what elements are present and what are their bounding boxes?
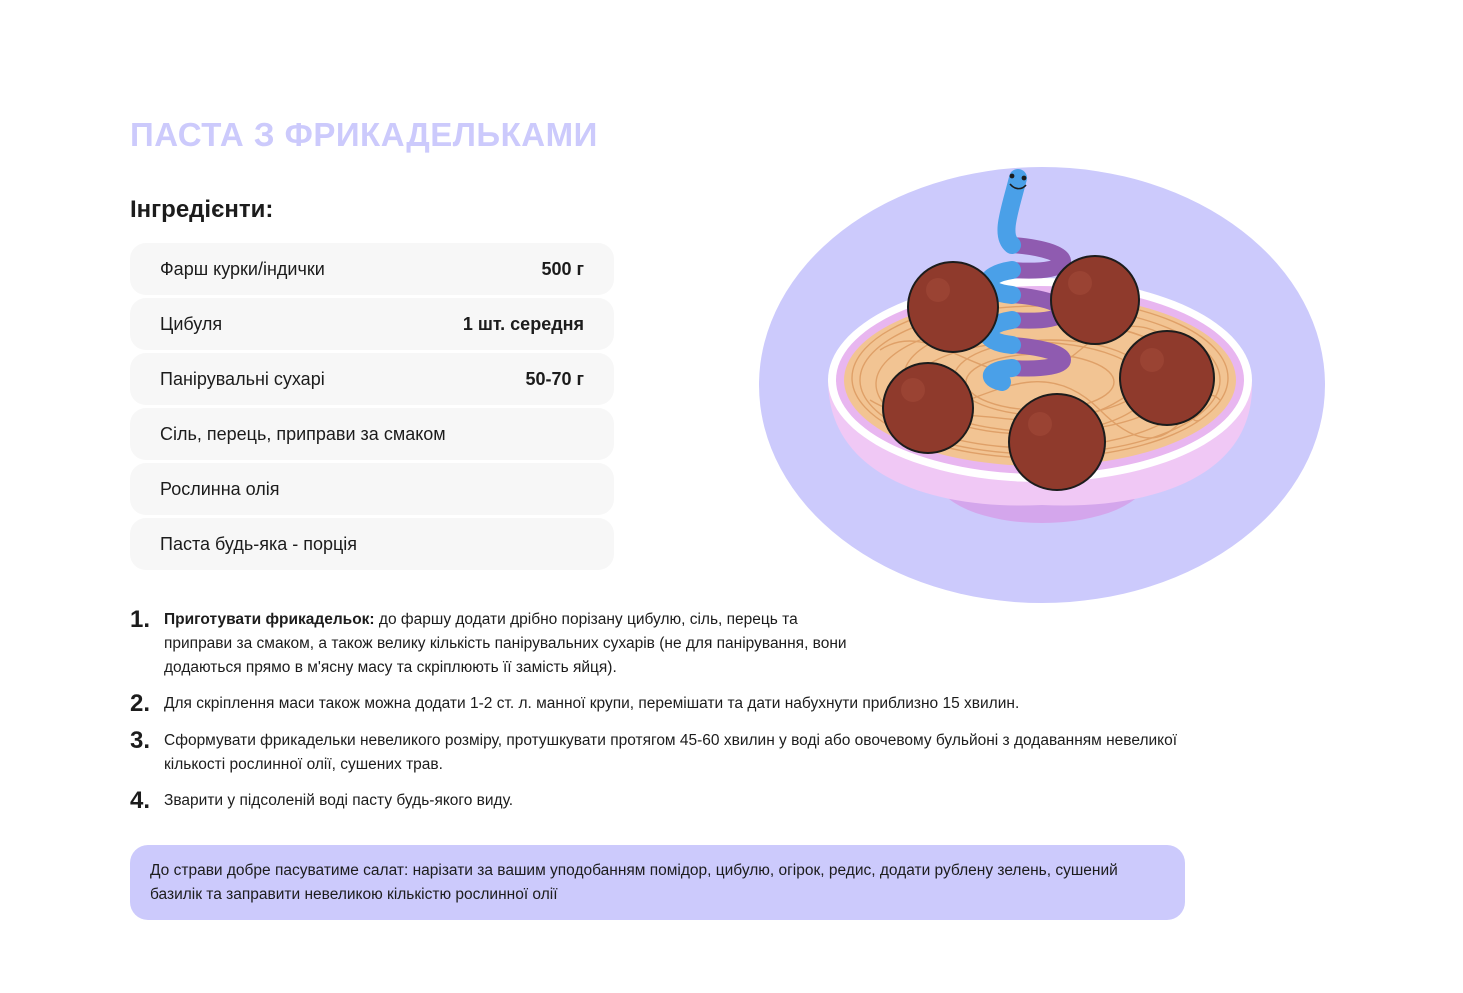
step-number: 1. — [130, 606, 151, 633]
step-item — [130, 692, 1190, 717]
meatball — [1051, 256, 1139, 344]
ingredient-row — [130, 463, 614, 515]
ingredient-row — [130, 243, 614, 295]
step-item — [130, 608, 1190, 680]
ingredient-name: Сіль, перець, приправи за смаком — [160, 423, 446, 444]
ingredient-row — [130, 408, 614, 460]
meatball — [1120, 331, 1214, 425]
step-text: Для скріплення маси також можна додати 1-2 ст. л. манної крупи, перемішати та дати набухнути приблизно 15 хвилин. — [164, 695, 1020, 712]
ingredient-qty: 1 шт. середня — [462, 313, 584, 334]
ingredient-name: Фарш курки/індички — [160, 258, 325, 279]
ingredient-name: Панірувальні сухарі — [160, 368, 325, 389]
ingredient-name: Рослинна олія — [160, 478, 280, 499]
ingredient-name: Цибуля — [160, 313, 223, 334]
step-text: до фаршу додати дрібно порізану цибулю, сіль, перець та приправи за смаком, а також велику кількість панірувальних сухарів (не для панірування, вони додаються прямо в м'ясну масу та скріплюють її замість яйця). — [164, 611, 847, 676]
step-item — [130, 789, 1190, 814]
meatball — [908, 262, 998, 352]
ingredient-row — [130, 298, 614, 350]
step-number: 4. — [130, 787, 151, 814]
ingredient-qty: 50-70 г — [525, 368, 584, 389]
ingredients-heading: Інгредієнти: — [130, 196, 274, 223]
step-bold-text: Приготувати фрикадельок: — [164, 611, 375, 628]
step-number: 3. — [130, 727, 151, 754]
page-title: ПАСТА З ФРИКАДЕЛЬКАМИ — [130, 116, 598, 153]
ingredient-row — [130, 353, 614, 405]
ingredients-list — [130, 243, 614, 573]
ingredient-row — [130, 518, 614, 570]
step-text: Сформувати фрикадельки невеликого розміру, протушкувати протягом 45-60 хвилин у воді або овочевому бульйоні з додаванням невеликої кількості рослинної олії, сушених трав. — [164, 732, 1178, 773]
step-number: 2. — [130, 690, 151, 717]
ingredient-qty: 500 г — [541, 258, 584, 279]
steps-list — [130, 608, 1190, 826]
spring-eye-icon — [1022, 176, 1027, 181]
spring-eye-icon — [1010, 174, 1015, 179]
meatball — [1009, 394, 1105, 490]
pasta-illustration — [740, 150, 1340, 610]
ingredient-name: Паста будь-яка - порція — [160, 533, 358, 554]
meatball — [883, 363, 973, 453]
step-text: Зварити у підсоленій воді пасту будь-якого виду. — [164, 792, 514, 809]
tip-box: До страви добре пасуватиме салат: нарізати за вашим уподобанням помідор, цибулю, огірок, редис, додати рублену зелень, сушений базилік та заправити невеликою кількістю рослинної олії — [130, 845, 1185, 920]
step-item — [130, 729, 1190, 777]
